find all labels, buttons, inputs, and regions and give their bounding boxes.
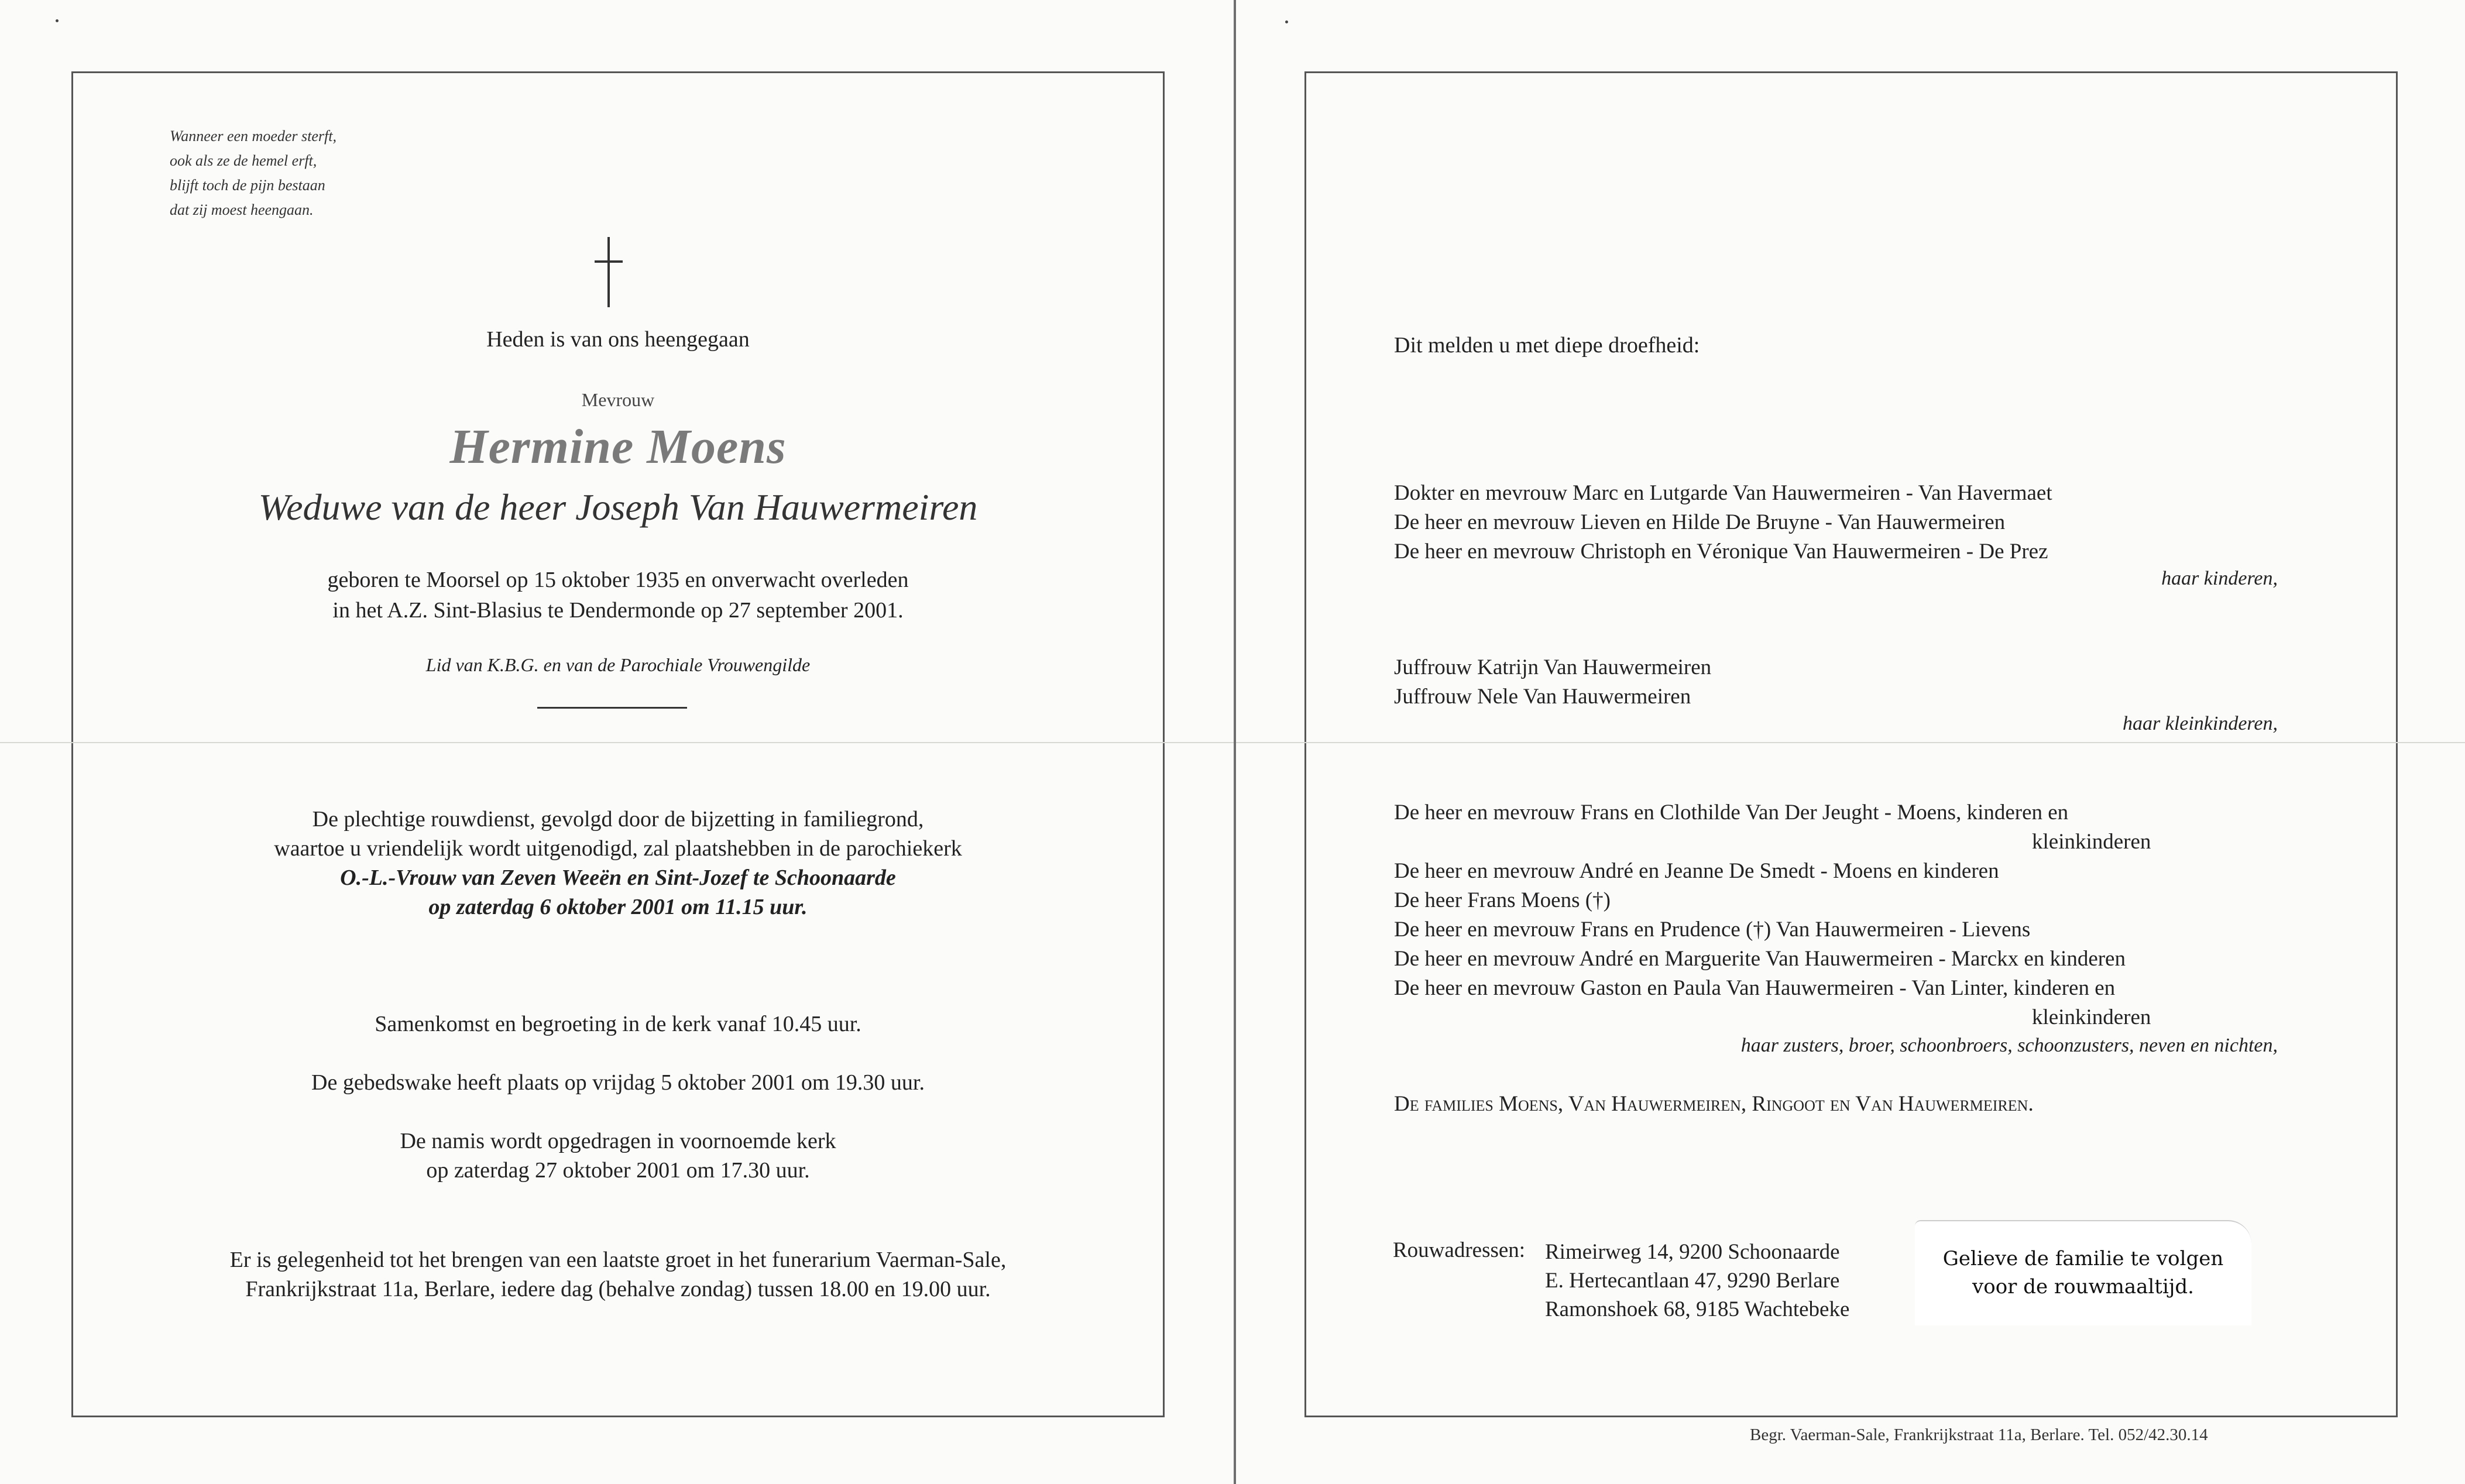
- service-date: op zaterdag 6 oktober 2001 om 11.15 uur.: [428, 895, 808, 919]
- siblings-list: [1394, 798, 2151, 1032]
- deceased-name: Hermine Moens: [449, 420, 787, 474]
- cross-icon: [591, 237, 626, 307]
- right-page-border: [1304, 71, 2398, 1417]
- service-church: O.-L.-Vrouw van Zeven Weeën en Sint-Jozef te Schoonaarde: [340, 865, 896, 890]
- birth-death-line: geboren te Moorsel op 15 oktober 1935 en onverwacht overleden: [327, 568, 909, 592]
- widow-of: Weduwe van de heer Joseph Van Hauwermeiren: [258, 486, 978, 528]
- month-mass-line: De namis wordt opgedragen in voornoemde kerk: [400, 1129, 836, 1153]
- list-item: De heer Frans Moens (†): [1394, 888, 1611, 912]
- service-line: De plechtige rouwdienst, gevolgd door de bijzetting in familiegrond,: [312, 807, 924, 832]
- grandchildren-role: haar kleinkinderen,: [2123, 713, 2278, 734]
- list-item: Juffrouw Nele Van Hauwermeiren: [1394, 685, 1691, 709]
- address-line: Rimeirweg 14, 9200 Schoonaarde: [1545, 1240, 1840, 1264]
- farewell-info: [71, 1245, 1165, 1304]
- list-item: kleinkinderen: [2032, 830, 2151, 854]
- farewell-line: Er is gelegenheid tot het brengen van een laatste groet in het funerarium Vaerman-Sale,: [229, 1248, 1007, 1272]
- list-item: De heer en mevrouw Christoph en Véronique Van Hauwermeiren - De Prez: [1394, 540, 2048, 564]
- poem-line: dat zij moest heengaan.: [170, 201, 314, 218]
- month-mass-info: [71, 1126, 1165, 1185]
- children-role: haar kinderen,: [2161, 568, 2278, 589]
- funeral-service: [71, 805, 1165, 922]
- siblings-role: haar zusters, broer, schoonbroers, schoonzusters, neven en nichten,: [1740, 1035, 2278, 1056]
- birth-death-line: in het A.Z. Sint-Blasius te Dendermonde op 27 september 2001.: [332, 598, 904, 623]
- poem-line: Wanneer een moeder sterft,: [170, 128, 337, 145]
- address-line: E. Hertecantlaan 47, 9290 Berlare: [1545, 1269, 1840, 1293]
- poem-line: blijft toch de pijn bestaan: [170, 177, 325, 194]
- address-line: Ramonshoek 68, 9185 Wachtebeke: [1545, 1297, 1850, 1321]
- divider: [537, 707, 687, 709]
- fold-line: [0, 742, 1234, 743]
- list-item: kleinkinderen: [2032, 1005, 2151, 1029]
- list-item: Juffrouw Katrijn Van Hauwermeiren: [1394, 655, 1712, 679]
- children-list: [1394, 479, 2052, 566]
- announcement-heading: Heden is van ons heengegaan: [486, 327, 750, 352]
- grandchildren-list: [1394, 653, 1711, 712]
- membership: Lid van K.B.G. en van de Parochiale Vrouwengilde: [425, 654, 811, 675]
- gathering-info: Samenkomst en begroeting in de kerk vanaf 10.45 uur.: [375, 1012, 861, 1036]
- list-item: De heer en mevrouw André en Jeanne De Smedt - Moens en kinderen: [1394, 859, 1999, 883]
- list-item: De heer en mevrouw Gaston en Paula Van Hauwermeiren - Van Linter, kinderen en: [1394, 976, 2116, 1000]
- address-label: Rouwadressen:: [1393, 1238, 1526, 1262]
- mourning-intro: Dit melden u met diepe droefheid:: [1394, 333, 1700, 358]
- poem-line: ook als ze de hemel erft,: [170, 152, 317, 169]
- poem: [170, 124, 337, 222]
- list-item: De heer en mevrouw André en Marguerite Van Hauwermeiren - Marckx en kinderen: [1394, 947, 2126, 971]
- month-mass-line: op zaterdag 27 oktober 2001 om 17.30 uur.: [426, 1158, 810, 1183]
- meal-sticker: [1915, 1220, 2251, 1325]
- list-item: Dokter en mevrouw Marc en Lutgarde Van Hauwermeiren - Van Havermaet: [1394, 481, 2052, 505]
- birth-death: [71, 565, 1165, 626]
- address-list: [1545, 1238, 1849, 1324]
- list-item: De heer en mevrouw Frans en Clothilde Van Der Jeught - Moens, kinderen en: [1394, 801, 2069, 825]
- sticker-line: voor de rouwmaaltijd.: [1972, 1275, 2194, 1298]
- list-item: De heer en mevrouw Frans en Prudence (†) Van Hauwermeiren - Lievens: [1394, 918, 2031, 942]
- vigil-info: De gebedswake heeft plaats op vrijdag 5 oktober 2001 om 19.30 uur.: [311, 1070, 925, 1095]
- list-item: De heer en mevrouw Lieven en Hilde De Bruyne - Van Hauwermeiren: [1394, 510, 2006, 534]
- service-line: waartoe u vriendelijk wordt uitgenodigd, zal plaatshebben in de parochiekerk: [274, 836, 962, 861]
- fold-line: [1236, 742, 2465, 743]
- sticker-line: Gelieve de familie te volgen: [1942, 1247, 2224, 1270]
- scan-speck: [56, 19, 59, 22]
- farewell-line: Frankrijkstraat 11a, Berlare, iedere dag (behalve zondag) tussen 18.00 en 19.00 uur.: [245, 1277, 991, 1301]
- funeral-home-footer: Begr. Vaerman-Sale, Frankrijkstraat 11a, Berlare. Tel. 052/42.30.14: [1750, 1425, 2208, 1444]
- families-line: De families Moens, Van Hauwermeiren, Ringoot en Van Hauwermeiren.: [1394, 1092, 2034, 1116]
- scan-speck: [1285, 20, 1288, 23]
- title-prefix: Mevrouw: [581, 389, 655, 410]
